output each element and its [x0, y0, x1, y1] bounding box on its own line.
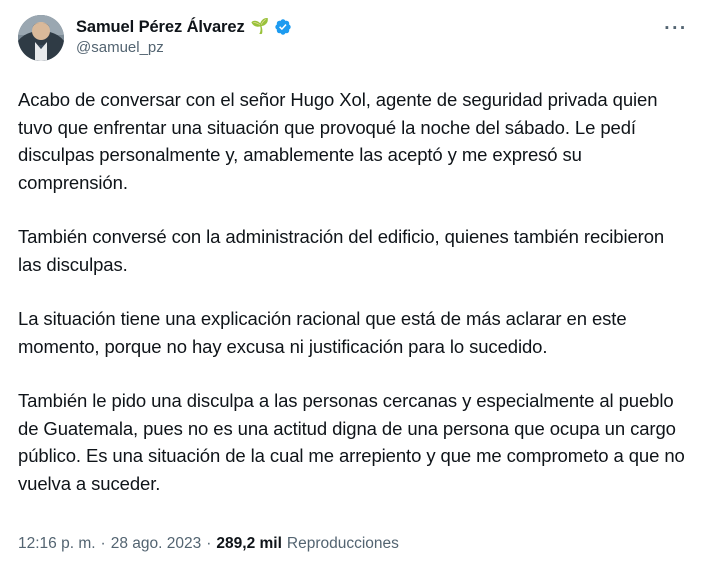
display-name[interactable]: Samuel Pérez Álvarez: [76, 17, 245, 36]
tweet-time: 12:16 p. m.: [18, 535, 96, 552]
views-count: 289,2 mil: [216, 535, 282, 552]
avatar[interactable]: [18, 15, 64, 61]
verified-badge-icon: [274, 18, 292, 36]
meta-separator: ·: [100, 535, 106, 552]
tweet-paragraph: También le pido una disculpa a las personas cercanas y especialmente al pueblo de Guatemala, pues no es una actitud digna de una persona que ocupa un cargo público. Es una situación de la cual me arrepiento y que me comprometo a que no vuelva a suceder.: [18, 390, 685, 494]
tweet-paragraph: Acabo de conversar con el señor Hugo Xol, agente de seguridad privada quien tuvo que enfrentar una situación que provoqué la noche del sábado. Le pedí disculpas personalmente y, amablemente las aceptó y me expresó su comprensión.: [18, 89, 658, 193]
tweet-text: [18, 86, 690, 497]
tweet-paragraph: La situación tiene una explicación racional que está de más aclarar en este momento, porque no hay excusa ni justificación para lo sucedido.: [18, 308, 627, 357]
views-label[interactable]: Reproducciones: [286, 535, 399, 552]
sprout-icon: 🌱: [250, 18, 270, 36]
tweet-metadata: [18, 535, 399, 553]
tweet-paragraph: También conversé con la administración del edificio, quienes también recibieron las disculpas.: [18, 226, 665, 275]
name-row: [76, 18, 292, 36]
tweet-date: 28 ago. 2023: [110, 535, 202, 552]
more-options-button[interactable]: [662, 18, 690, 40]
tweet-header: [18, 14, 690, 66]
more-options-icon: ···: [664, 18, 688, 39]
meta-separator: ·: [206, 535, 212, 552]
user-handle[interactable]: @samuel_pz: [76, 39, 164, 57]
user-block: [76, 14, 292, 60]
